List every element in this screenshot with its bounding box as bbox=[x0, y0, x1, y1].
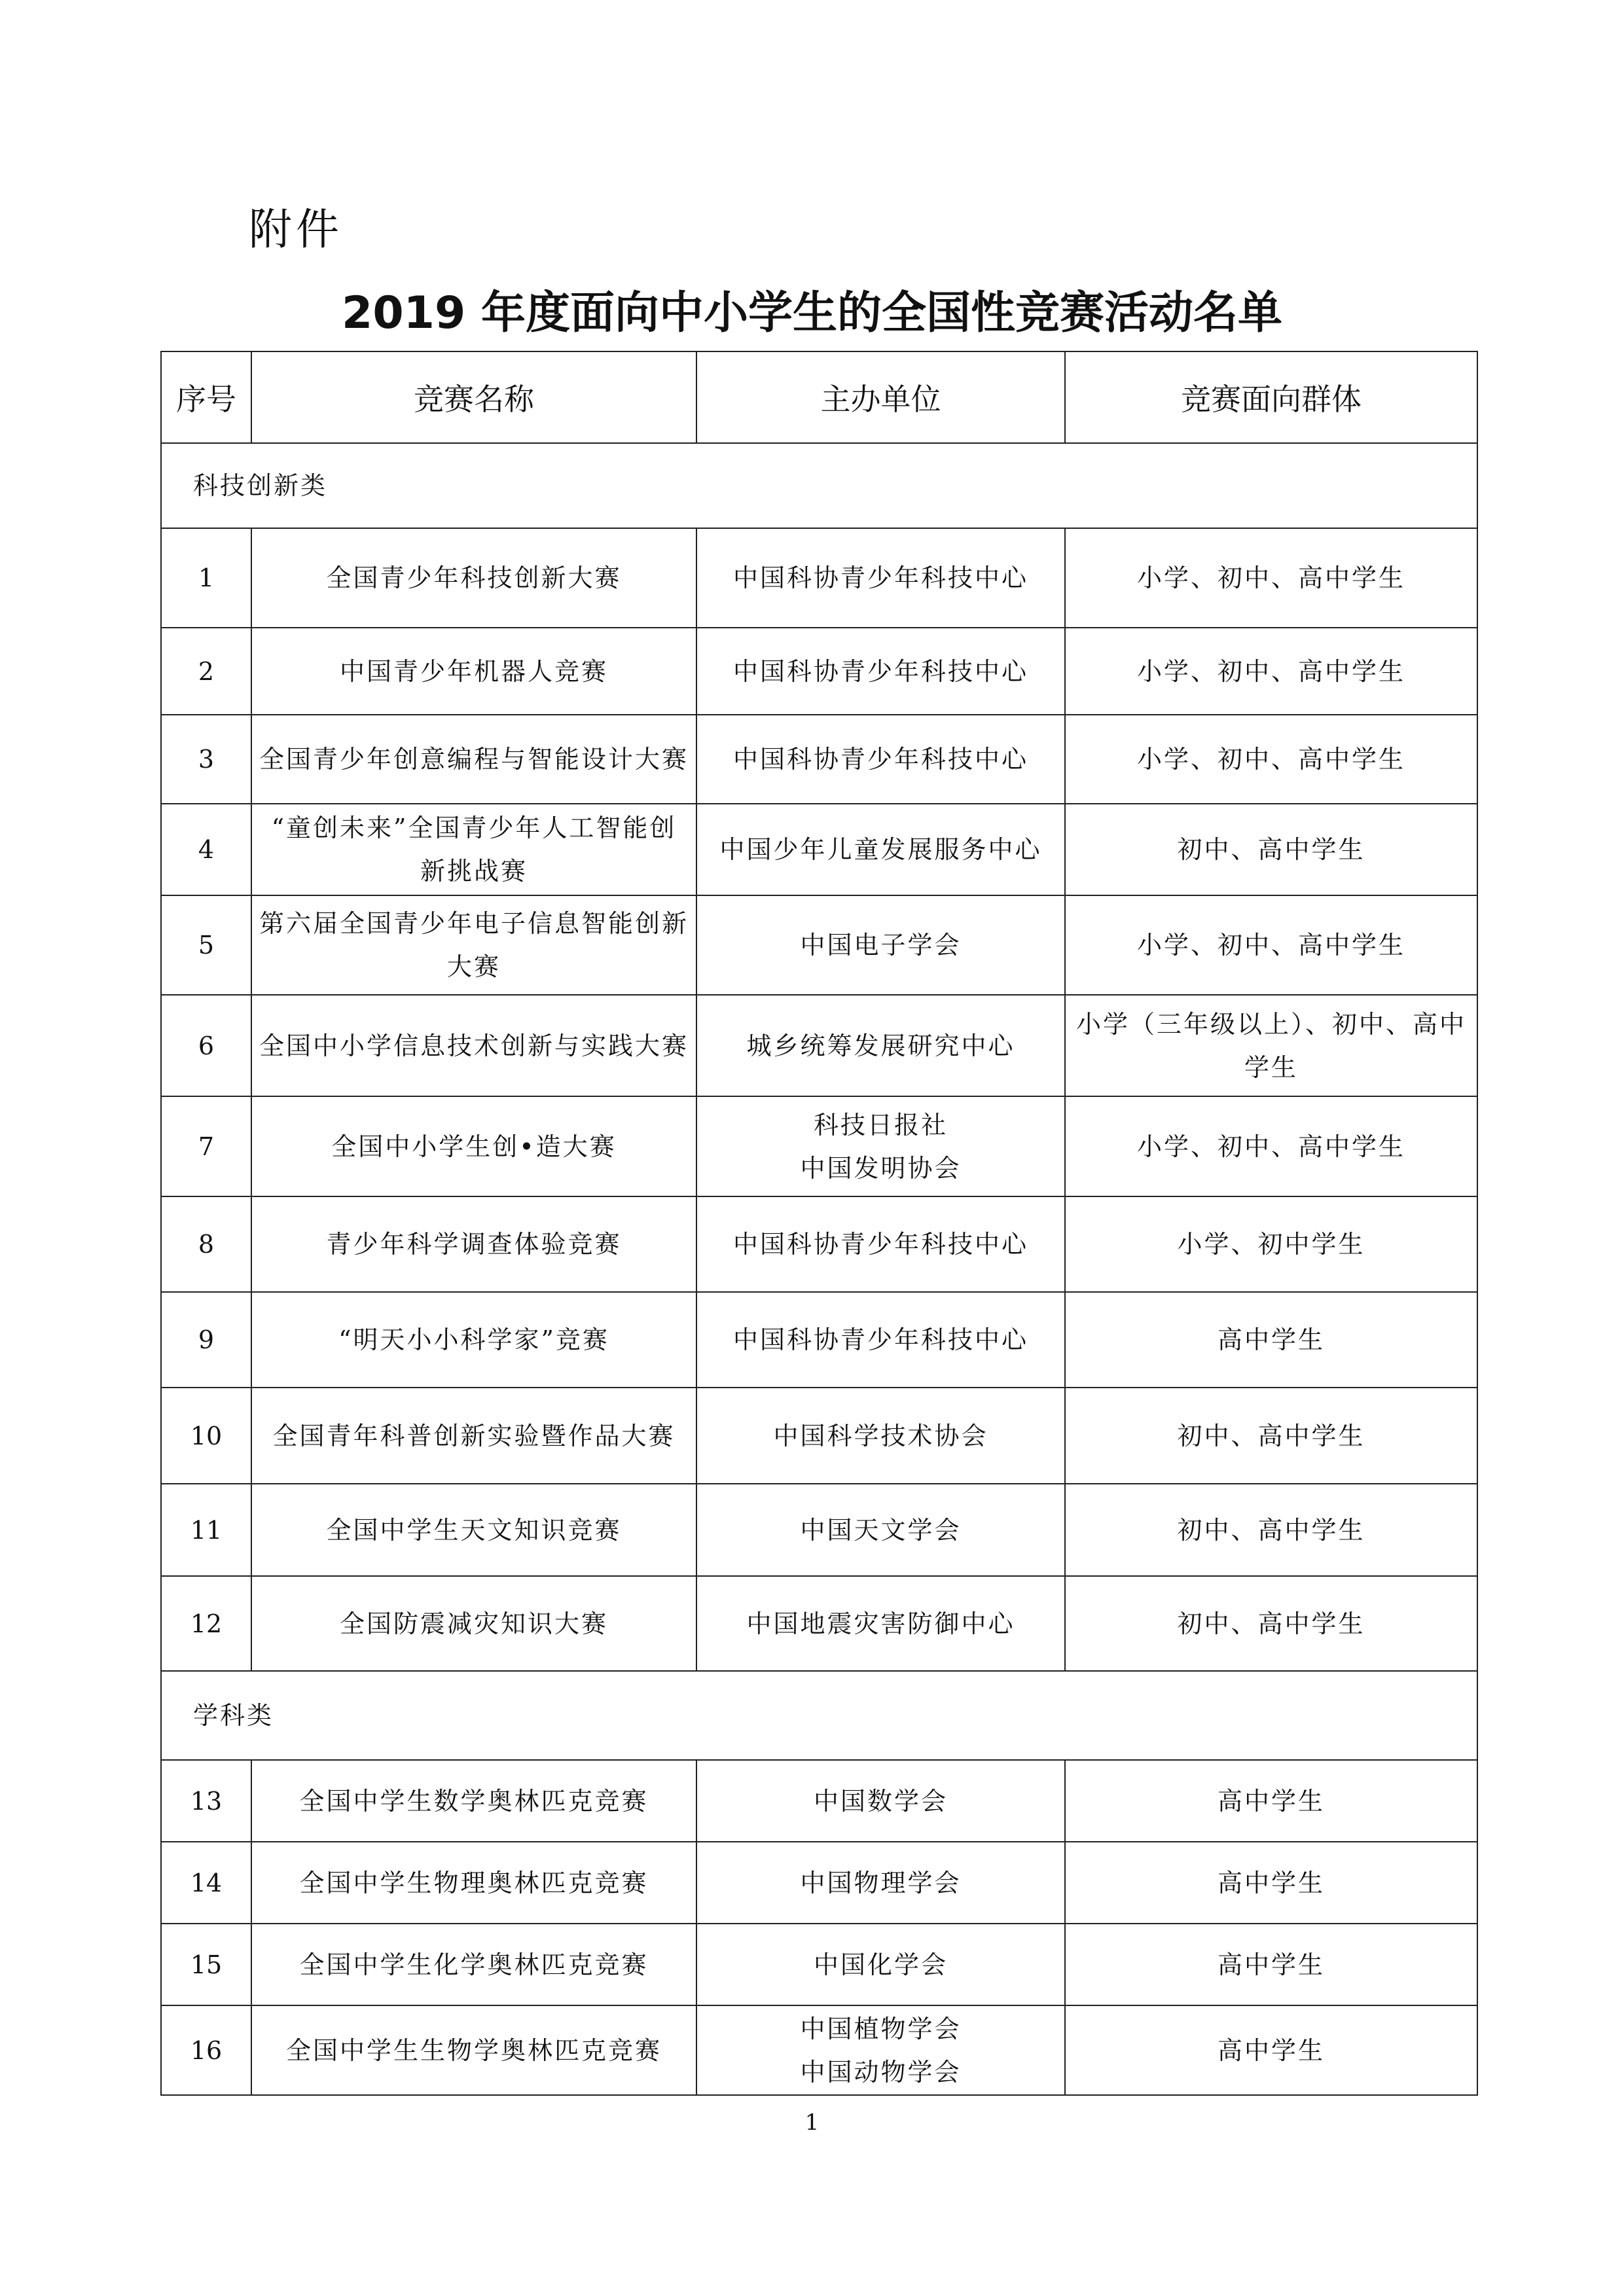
organizer-cell-line: 城乡统筹发展研究中心 bbox=[746, 1031, 1015, 1060]
row-index: 8 bbox=[161, 1196, 251, 1292]
row-index: 12 bbox=[161, 1576, 251, 1671]
target-group-cell-line: 初中、高中学生 bbox=[1177, 1515, 1365, 1545]
row-index: 4 bbox=[161, 804, 251, 895]
organizer-cell bbox=[696, 628, 1065, 715]
organizer-cell bbox=[696, 1196, 1065, 1292]
target-group-cell bbox=[1065, 1196, 1477, 1292]
organizer-cell-line: 中国天文学会 bbox=[800, 1515, 962, 1545]
table-row bbox=[161, 1760, 1477, 1842]
table-row bbox=[161, 804, 1477, 895]
competition-name-cell-line: 全国青少年创意编程与智能设计大赛 bbox=[259, 745, 689, 774]
target-group-cell bbox=[1065, 995, 1477, 1096]
organizer-cell-line: 中国化学会 bbox=[813, 1950, 948, 1979]
target-group-cell-line: 小学、初中、高中学生 bbox=[1136, 745, 1405, 774]
target-group-cell bbox=[1065, 715, 1477, 804]
table-row bbox=[161, 1096, 1477, 1196]
competition-name-cell bbox=[251, 1924, 696, 2005]
header-organizer: 主办单位 bbox=[696, 351, 1065, 443]
organizer-cell bbox=[696, 1576, 1065, 1671]
organizer-cell bbox=[696, 1842, 1065, 1924]
target-group-cell bbox=[1065, 804, 1477, 895]
organizer-cell-line: 科技日报社 bbox=[813, 1110, 948, 1139]
organizer-cell-line: 中国科协青少年科技中心 bbox=[732, 745, 1028, 774]
competition-name-cell bbox=[251, 2005, 696, 2095]
organizer-cell bbox=[696, 895, 1065, 995]
competition-table bbox=[160, 351, 1478, 2096]
target-group-cell bbox=[1065, 1924, 1477, 2005]
competition-name-cell-line: “童创未来”全国青少年人工智能创 bbox=[271, 814, 677, 842]
organizer-cell bbox=[696, 1484, 1065, 1576]
competition-name-cell bbox=[251, 1760, 696, 1842]
page-number: 1 bbox=[804, 2109, 820, 2136]
competition-name-cell bbox=[251, 1292, 696, 1388]
competition-name-cell bbox=[251, 1096, 696, 1196]
row-index: 14 bbox=[161, 1842, 251, 1924]
organizer-cell-line: 中国植物学会 bbox=[800, 2014, 962, 2043]
row-index: 2 bbox=[161, 628, 251, 715]
header-index: 序号 bbox=[161, 351, 251, 443]
competition-name-cell bbox=[251, 804, 696, 895]
target-group-cell-line: 小学、初中、高中学生 bbox=[1136, 931, 1405, 960]
target-group-cell-line: 学生 bbox=[1244, 1052, 1298, 1082]
target-group-cell-line: 小学、初中学生 bbox=[1177, 1230, 1365, 1259]
competition-name-cell bbox=[251, 1196, 696, 1292]
target-group-cell-line: 高中学生 bbox=[1217, 1325, 1325, 1354]
target-group-cell bbox=[1065, 1842, 1477, 1924]
target-group-cell bbox=[1065, 2005, 1477, 2095]
target-group-cell bbox=[1065, 528, 1477, 628]
table-row bbox=[161, 1292, 1477, 1388]
organizer-cell-line: 中国科协青少年科技中心 bbox=[732, 1325, 1028, 1354]
target-group-cell-line: 小学、初中、高中学生 bbox=[1136, 1132, 1405, 1161]
row-index: 13 bbox=[161, 1760, 251, 1842]
competition-name-cell-line: 全国中学生化学奥林匹克竞赛 bbox=[299, 1950, 649, 1979]
competition-name-cell-line: 全国青年科普创新实验暨作品大赛 bbox=[272, 1421, 676, 1450]
competition-name-cell-line: 第六届全国青少年电子信息智能创新 bbox=[259, 909, 689, 938]
competition-name-cell bbox=[251, 1842, 696, 1924]
organizer-cell bbox=[696, 1292, 1065, 1388]
organizer-cell-line: 中国科协青少年科技中心 bbox=[732, 564, 1028, 592]
competition-name-cell-line: “明天小小科学家”竞赛 bbox=[338, 1325, 609, 1354]
table-row bbox=[161, 1484, 1477, 1576]
table-row bbox=[161, 2005, 1477, 2095]
organizer-cell-line: 中国动物学会 bbox=[800, 2057, 962, 2087]
table-row bbox=[161, 1576, 1477, 1671]
competition-name-cell-line: 全国中学生生物学奥林匹克竞赛 bbox=[285, 2036, 662, 2065]
table-row bbox=[161, 995, 1477, 1096]
organizer-cell bbox=[696, 1388, 1065, 1484]
row-index: 11 bbox=[161, 1484, 251, 1576]
competition-name-cell-line: 全国中学生数学奥林匹克竞赛 bbox=[299, 1786, 649, 1816]
competition-name-cell-line: 全国中学生物理奥林匹克竞赛 bbox=[299, 1868, 649, 1897]
competition-name-cell-line: 全国防震减灾知识大赛 bbox=[339, 1609, 608, 1638]
organizer-cell-line: 中国发明协会 bbox=[800, 1153, 962, 1183]
target-group-cell-line: 初中、高中学生 bbox=[1177, 835, 1365, 864]
section-title: 科技创新类 bbox=[161, 443, 1477, 528]
competition-name-cell bbox=[251, 1388, 696, 1484]
organizer-cell bbox=[696, 1924, 1065, 2005]
table-row bbox=[161, 1842, 1477, 1924]
organizer-cell-line: 中国数学会 bbox=[813, 1786, 948, 1816]
row-index: 9 bbox=[161, 1292, 251, 1388]
organizer-cell bbox=[696, 1760, 1065, 1842]
table-header-row bbox=[161, 351, 1477, 443]
competition-name-cell bbox=[251, 628, 696, 715]
table-row bbox=[161, 715, 1477, 804]
organizer-cell-line: 中国少年儿童发展服务中心 bbox=[719, 835, 1042, 864]
target-group-cell bbox=[1065, 1292, 1477, 1388]
organizer-cell-line: 中国电子学会 bbox=[800, 931, 962, 960]
attachment-label: 附件 bbox=[249, 204, 343, 255]
row-index: 10 bbox=[161, 1388, 251, 1484]
competition-name-cell-line: 全国中小学生创•造大赛 bbox=[331, 1132, 617, 1161]
table-row bbox=[161, 895, 1477, 995]
header-competition-name: 竞赛名称 bbox=[251, 351, 696, 443]
competition-name-cell-line: 新挑战赛 bbox=[420, 857, 528, 886]
competition-name-cell-line: 中国青少年机器人竞赛 bbox=[339, 656, 608, 686]
table-row bbox=[161, 1196, 1477, 1292]
row-index: 16 bbox=[161, 2005, 251, 2095]
target-group-cell bbox=[1065, 1388, 1477, 1484]
target-group-cell bbox=[1065, 895, 1477, 995]
table-row bbox=[161, 628, 1477, 715]
table-row bbox=[161, 1924, 1477, 2005]
organizer-cell-line: 中国科学技术协会 bbox=[773, 1421, 988, 1450]
section-row bbox=[161, 443, 1477, 528]
target-group-cell bbox=[1065, 1576, 1477, 1671]
row-index: 15 bbox=[161, 1924, 251, 2005]
competition-name-cell-line: 大赛 bbox=[446, 952, 501, 981]
row-index: 5 bbox=[161, 895, 251, 995]
organizer-cell-line: 中国地震灾害防御中心 bbox=[746, 1609, 1015, 1638]
target-group-cell-line: 高中学生 bbox=[1217, 1950, 1325, 1979]
competition-name-cell bbox=[251, 528, 696, 628]
table-row bbox=[161, 528, 1477, 628]
target-group-cell bbox=[1065, 628, 1477, 715]
document-title: 2019 年度面向中小学生的全国性竞赛活动名单 bbox=[342, 287, 1282, 339]
organizer-cell bbox=[696, 528, 1065, 628]
competition-name-cell-line: 全国青少年科技创新大赛 bbox=[326, 564, 622, 592]
competition-name-cell-line: 全国中小学信息技术创新与实践大赛 bbox=[259, 1031, 689, 1060]
competition-name-cell bbox=[251, 995, 696, 1096]
organizer-cell-line: 中国科协青少年科技中心 bbox=[732, 1230, 1028, 1259]
section-row bbox=[161, 1671, 1477, 1760]
header-target-group: 竞赛面向群体 bbox=[1065, 351, 1477, 443]
row-index: 1 bbox=[161, 528, 251, 628]
target-group-cell-line: 高中学生 bbox=[1217, 1868, 1325, 1897]
table-row bbox=[161, 1388, 1477, 1484]
organizer-cell-line: 中国科协青少年科技中心 bbox=[732, 656, 1028, 686]
organizer-cell bbox=[696, 1096, 1065, 1196]
target-group-cell-line: 初中、高中学生 bbox=[1177, 1609, 1365, 1638]
target-group-cell-line: 高中学生 bbox=[1217, 1786, 1325, 1816]
organizer-cell bbox=[696, 995, 1065, 1096]
target-group-cell-line: 小学、初中、高中学生 bbox=[1136, 564, 1405, 592]
section-title: 学科类 bbox=[161, 1671, 1477, 1760]
competition-name-cell-line: 青少年科学调查体验竞赛 bbox=[326, 1230, 622, 1259]
target-group-cell-line: 小学（三年级以上）、初中、高中 bbox=[1075, 1009, 1466, 1039]
target-group-cell-line: 小学、初中、高中学生 bbox=[1136, 656, 1405, 686]
target-group-cell-line: 高中学生 bbox=[1217, 2036, 1325, 2065]
target-group-cell bbox=[1065, 1484, 1477, 1576]
competition-name-cell bbox=[251, 715, 696, 804]
organizer-cell bbox=[696, 715, 1065, 804]
target-group-cell bbox=[1065, 1760, 1477, 1842]
competition-name-cell bbox=[251, 895, 696, 995]
organizer-cell bbox=[696, 804, 1065, 895]
row-index: 3 bbox=[161, 715, 251, 804]
row-index: 7 bbox=[161, 1096, 251, 1196]
competition-name-cell bbox=[251, 1576, 696, 1671]
target-group-cell-line: 初中、高中学生 bbox=[1177, 1421, 1365, 1450]
organizer-cell-line: 中国物理学会 bbox=[800, 1868, 962, 1897]
row-index: 6 bbox=[161, 995, 251, 1096]
competition-name-cell bbox=[251, 1484, 696, 1576]
competition-name-cell-line: 全国中学生天文知识竞赛 bbox=[326, 1515, 622, 1545]
target-group-cell bbox=[1065, 1096, 1477, 1196]
organizer-cell bbox=[696, 2005, 1065, 2095]
